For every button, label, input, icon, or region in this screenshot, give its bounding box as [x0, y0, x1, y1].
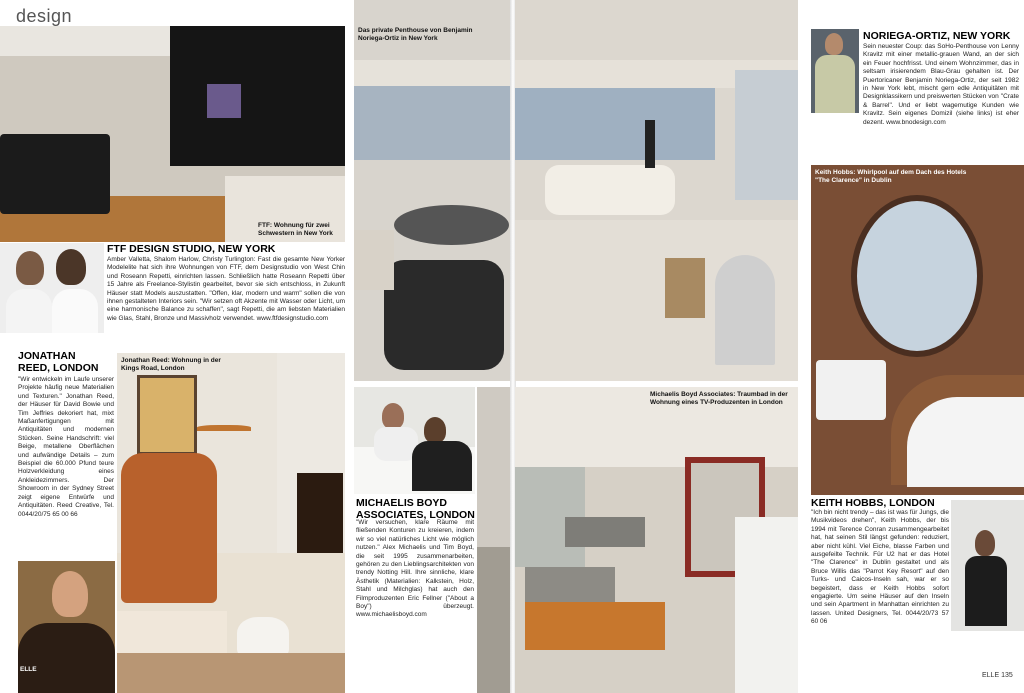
clarence-whirlpool-photo: [811, 165, 1024, 495]
michaelis-body: "Wir versuchen, klare Räume mit fließenden Konturen zu kreieren, indem wir so viel natürliches Licht wie möglich nutzen." Alex Michaelis und Tim Boyd, die seit 1995 zusammenarbeiten, gehören zu den Lieblingsarchitekten von trendy Notting Hill. Ihre sinnliche, klare Ästhetik (Materialien: Kalkstein, Holz, Stahl und Milchglas) hat auch den Filmproduzenten Eric Fellner ("About a Boy") überzeugt. www.michaelisboyd.com: [356, 519, 474, 619]
ftf-caption: FTF: Wohnung für zwei Schwestern in New York: [258, 222, 333, 237]
keith-hobbs-portrait: [951, 500, 1024, 631]
jonathan-kings-road-photo: [117, 353, 345, 693]
michaelis-caption: Michaelis Boyd Associates: Traumbad in der Wohnung eines TV-Produzenten in London: [650, 391, 788, 406]
ftf-designers-portrait: [0, 243, 104, 333]
penthouse-living-room-photo: [515, 0, 798, 381]
noriega-heading: NORIEGA-ORTIZ, NEW YORK: [863, 30, 1011, 42]
keith-caption: Keith Hobbs: Whirlpool auf dem Dach des Hotels "The Clarence" in Dublin: [815, 169, 967, 184]
michaelis-boyd-portrait: [354, 387, 475, 494]
ftf-body: Amber Valletta, Shalom Harlow, Christy Turlington: Fast die gesamte New Yorker Modelelite hat sich ihre Wohnungen von FTF, dem Designstudio von West Chin und Roseann Repetti, einrichten lassen. Schließlich hatte Roseann Repetti über 15 Jahre als Freelance-Stylistin gearbeitet, bevor sie sich entschloss, in Zukunft Häuser statt Models auszustatten. "Offen, klar, modern und warm" sollen die von ihnen gestalteten Interiors sein. "Wir setzen oft Akzente mit Wasser oder Licht, um eine harmonische Balance zu schaffen", sagt Repetti, die am liebsten Materialien wie Glas, Stahl, Bronze und Massivholz verwendet. www.ftfdesignstudio.com: [107, 256, 345, 322]
penthouse-caption: Das private Penthouse von Benjamin Noriega-Ortiz in New York: [358, 27, 473, 42]
jonathan-body: "Wir entwickeln im Laufe unserer Projekte häufig neue Materialien und Texturen." Jonathan Reed, der Häuser für David Bowie und Tim Jeffries dekoriert hat, mixt Maßanfertigungen mit Antiquitäten und modernen Stücken. Seine Handschrift: viel Beige, metallene Oberflächen und aufwändige Details – zum Beispiel die 60.000 Pfund teure Holzverkleidung eines Ankleidezimmers. Der Showroom in der Sydney Street zeigt eigene Entwürfe und Antiquitäten. Reed Creative, Tel. 0044/20/75 65 00 66: [18, 376, 114, 518]
jonathan-heading: JONATHAN REED, LONDON: [18, 350, 99, 374]
bathroom-strip-photo: [477, 387, 512, 693]
noriega-portrait: [811, 29, 859, 113]
photo-credit: ELLE: [20, 666, 37, 673]
keith-heading: KEITH HOBBS, LONDON: [811, 497, 935, 509]
michaelis-heading: MICHAELIS BOYD ASSOCIATES, LONDON: [356, 497, 475, 521]
ftf-apartment-photo: [0, 26, 345, 242]
page-number: ELLE 135: [982, 672, 1013, 679]
ftf-heading: FTF DESIGN STUDIO, NEW YORK: [107, 243, 276, 255]
jonathan-caption: Jonathan Reed: Wohnung in der Kings Road, London: [121, 357, 221, 372]
section-label: design: [16, 6, 73, 26]
keith-body: "Ich bin nicht trendy – das ist was für Jungs, die Musikvideos drehen", Keith Hobbs, der bis 1994 mit Terence Conran zusammengearbeitet hat, hat seinen Stil längst gefunden: reduziert, aber nicht kühl. Viel Eiche, blasse Farben und ausgefeilte Technik. Für U2 hat er das Hotel "The Clarence" in Dublin gestaltet und als Bruce Willis das "Parrot Key Resort" auf den Turks- und Caicos-Inseln sah, war er so begeistert, dass er Keith Hobbs sofort engagierte. Um seine Häuser auf den Inseln und sein Apartment in Manhattan einrichten zu lassen. United Designers, Tel. 0044/20/73 57 60 06: [811, 509, 949, 626]
noriega-penthouse-photo: [354, 0, 512, 381]
michaelis-bathroom-photo: [515, 387, 798, 693]
noriega-body: Sein neuester Coup: das SoHo-Penthouse von Lenny Kravitz mit einer metallic-grauen Wand, an der sich ein Feuer hochfrisst. Und einem Wohnzimmer, das in seltsam irisierendem Blau-Grau gehalten ist. Der Puertoricaner Benjamin Noriega-Ortiz, der seit 1982 in New York lebt, mischt gern edle Antiquitäten mit Designklassikern und preiswerten Stücken von "Crate & Barrel". Und er liebt wagemutige Kunden wie Kravitz. Sein eigenes Domizil (siehe links) ist eher dezent. www.bnodesign.com: [863, 43, 1019, 126]
